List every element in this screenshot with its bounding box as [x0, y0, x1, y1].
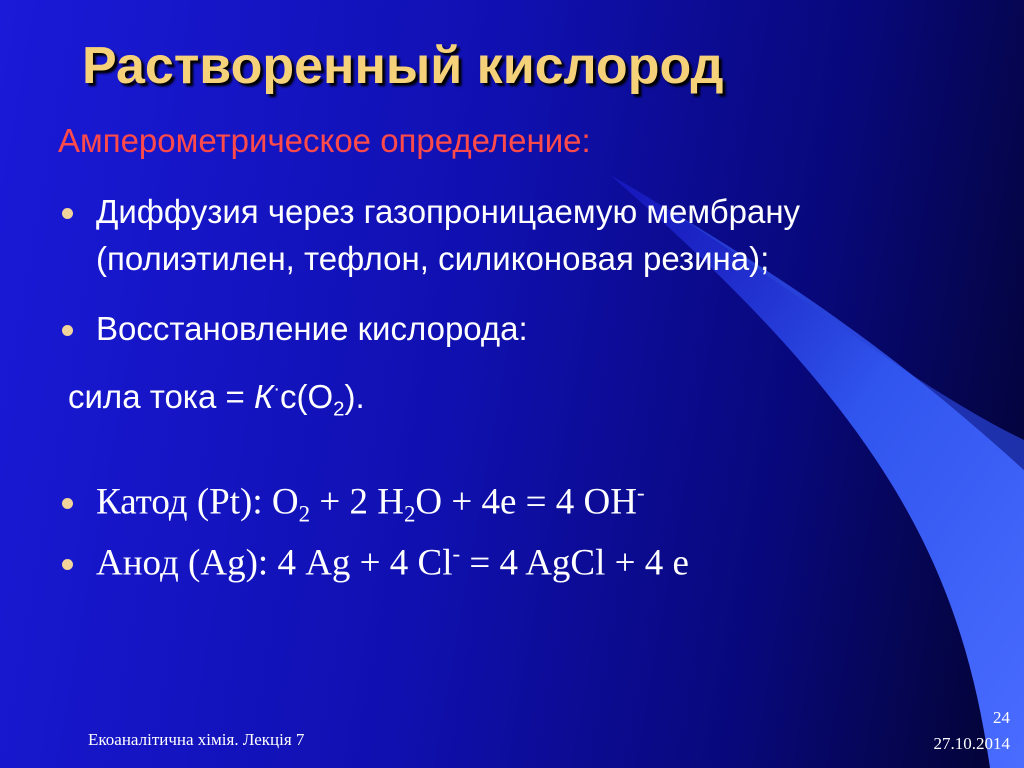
cathode-o2: O [271, 481, 299, 523]
bullet-icon [62, 325, 73, 336]
bullet-diffusion-line1: Диффузия через газопроницаемую мембрану [96, 193, 801, 230]
bullet-diffusion-line2: (полиэтилен, тефлон, силиконовая резина); [96, 240, 770, 277]
footer-course: Екоаналітична хімія. Лекція 7 [88, 730, 305, 749]
anode-label: Анод (Ag): [96, 542, 278, 584]
formula-sub: 2 [333, 397, 345, 421]
cathode-h2o-sub: 2 [403, 501, 416, 527]
formula-end: ). [344, 378, 365, 415]
footer-date: 27.10.2014 [933, 734, 1010, 753]
cathode-plus-h: + 2 H [310, 481, 404, 523]
anode-part2: = 4 AgCl + 4 e [460, 542, 689, 584]
formula-dot: · [273, 378, 280, 400]
anode-equation [96, 541, 689, 584]
cathode-sup: - [636, 480, 645, 505]
slide-subtitle: Амперометрическое определение: [58, 122, 591, 159]
bullet-icon [62, 559, 73, 570]
slide-number: 24 [993, 708, 1010, 727]
bullet-icon [62, 208, 73, 219]
anode-part1: 4 Ag + 4 Cl [277, 542, 453, 584]
anode-sup: - [452, 541, 461, 566]
bullet-reduction: Восстановление кислорода: [96, 310, 528, 347]
formula-lhs: сила тока = [68, 378, 254, 415]
bullet-icon [62, 498, 73, 509]
formula-k: К [253, 378, 274, 415]
cathode-label: Катод (Pt): [96, 481, 272, 523]
cathode-o-rest: O + 4e = 4 OH [415, 481, 637, 523]
cathode-o2-sub: 2 [298, 501, 311, 527]
cathode-equation [96, 480, 645, 528]
current-formula [68, 378, 365, 422]
slide-title: Растворенный кислород [82, 37, 724, 95]
formula-c: с(О [279, 378, 334, 415]
